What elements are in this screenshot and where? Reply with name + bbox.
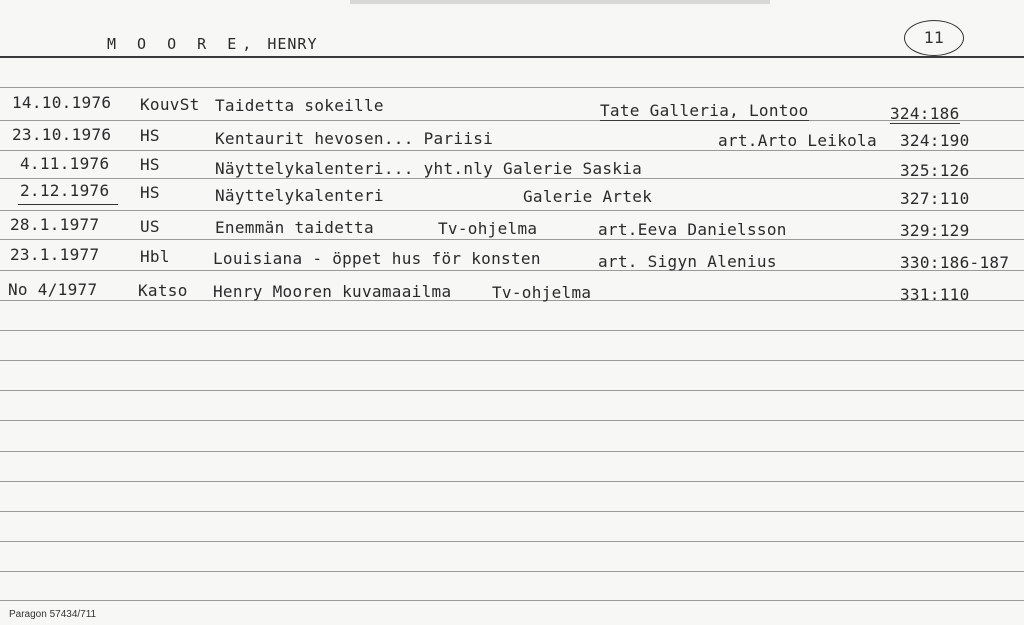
rule-line — [0, 360, 1024, 361]
entry-title: Kentaurit hevosen... Pariisi — [215, 129, 494, 148]
entry-source: HS — [140, 183, 160, 202]
surname: M O O R E, — [107, 35, 258, 53]
rule-line — [0, 210, 1024, 211]
entry-reference: 324:190 — [900, 131, 970, 150]
entry-source: HS — [140, 155, 160, 174]
rule-line — [0, 330, 1024, 331]
entry-date: 23.10.1976 — [12, 125, 112, 144]
rule-line — [0, 390, 1024, 391]
entry-author: art.Arto Leikola — [718, 131, 877, 150]
entry-date: No 4/1977 — [8, 280, 98, 299]
entry-date: 4.11.1976 — [20, 154, 110, 173]
entry-source: US — [140, 217, 160, 236]
entry-title: Enemmän taidetta — [215, 218, 374, 237]
top-smudge — [350, 0, 770, 4]
entry-reference: 329:129 — [900, 221, 970, 240]
entry-source: KouvSt — [140, 95, 200, 114]
entry-title: Taidetta sokeille — [215, 96, 384, 115]
entry-reference: 325:126 — [900, 161, 970, 180]
entry-date: 28.1.1977 — [10, 215, 100, 234]
card-number-circle: 11 — [904, 20, 964, 56]
entry-reference: 324:186 — [890, 104, 960, 123]
rule-line — [0, 511, 1024, 512]
entry-location: Galerie Artek — [523, 187, 653, 206]
rule-line — [0, 600, 1024, 601]
entry-title: Henry Mooren kuvamaailma — [213, 282, 452, 301]
rule-line — [0, 270, 1024, 271]
entry-format: Tv-ohjelma — [438, 219, 538, 238]
entry-reference: 327:110 — [900, 189, 970, 208]
firstname: HENRY — [267, 35, 318, 53]
rule-line — [0, 87, 1024, 88]
rule-line — [0, 56, 1024, 58]
rule-line — [0, 420, 1024, 421]
entry-title: Näyttelykalenteri... yht.nly Galerie Saskia — [215, 159, 643, 178]
entry-date: 2.12.1976 — [20, 181, 110, 200]
entry-format: Tv-ohjelma — [492, 283, 592, 302]
card-heading — [107, 35, 318, 53]
rule-line — [0, 178, 1024, 179]
rule-line — [0, 541, 1024, 542]
rule-line — [0, 451, 1024, 452]
entry-source: HS — [140, 126, 160, 145]
entry-date: 14.10.1976 — [12, 93, 112, 112]
printer-imprint: Paragon 57434/711 — [9, 609, 97, 620]
rule-line — [0, 120, 1024, 121]
entry-title: Näyttelykalenteri — [215, 186, 384, 205]
rule-line — [0, 571, 1024, 572]
entry-title: Louisiana - öppet hus för konsten — [213, 249, 541, 268]
entry-location: Tate Galleria, Lontoo — [600, 101, 809, 120]
entry-source: Hbl — [140, 247, 170, 266]
entry-author: art.Eeva Danielsson — [598, 220, 787, 239]
date-underline — [18, 204, 118, 205]
entry-reference: 331:110 — [900, 285, 970, 304]
entry-source: Katso — [138, 281, 188, 300]
entry-author: art. Sigyn Alenius — [598, 252, 777, 271]
rule-line — [0, 150, 1024, 151]
rule-line — [0, 481, 1024, 482]
entry-date: 23.1.1977 — [10, 245, 100, 264]
rule-line — [0, 239, 1024, 240]
entry-reference: 330:186-187 — [900, 253, 1010, 272]
